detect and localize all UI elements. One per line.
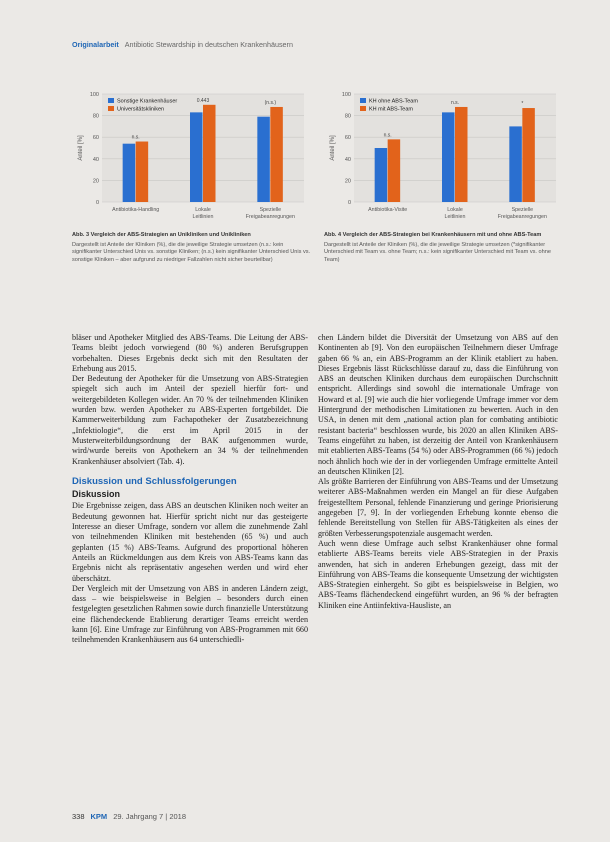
- paragraph: Auch wenn diese Umfrage auch selbst Krankenhäuser ohne formal etablierte ABS-Teams bereits viele ABS-Strategien in der Praxis anwenden, hat sich in anderen Erhebungen gezeigt, dass mit der Einführung von ABS-Teams die konsequente Umsetzung der wichtigsten ABS-Strategien einhergeht. So gibt es beispielsweise in Belgien, wo ABS-Teams flächendeckend eingeführt wurden, an 96 % der befragten Kliniken eine Antiinfektiva-Hausliste, an: [318, 538, 558, 610]
- running-header: [72, 40, 293, 49]
- bar: [270, 107, 283, 202]
- y-tick-label: 20: [344, 178, 351, 185]
- y-tick-label: 40: [92, 156, 99, 163]
- significance-label: *: [521, 101, 524, 108]
- x-tick-label: Lokale: [447, 207, 463, 213]
- journal-issue: 29. Jahrgang 7 | 2018: [113, 812, 187, 821]
- page-footer: [72, 812, 186, 821]
- y-tick-label: 60: [344, 135, 351, 142]
- significance-label: (n.s.): [264, 99, 277, 106]
- paragraph: Der Bedeutung der Apotheker für die Umsetzung von ABS-Strategien spiegelt sich auch im Anteil der speziell hierfür fort- und weitergebildeten Kollegen wider. An 70 % der teilnehmenden Kliniken wurden bzw. werden Apotheker zu ABS-Experten fortgebildet. Die Kammerweiterbildung zum Fachapotheker der Zusatzbezeichnung „Infektiologie“, die erst im April 2015 in der Musterweiterbildungsordnung der BAK aufgenommen wurde, wird/wurde bereits von Apothekern an 34 % der teilnehmenden Krankenhäuser absolviert (Tab. 4).: [72, 374, 308, 466]
- y-tick-label: 100: [341, 92, 351, 98]
- paragraph: Die Ergebnisse zeigen, dass ABS an deutschen Kliniken noch weiter an Bedeutung gewonnen hat. Hierfür spricht nicht nur das gesteigerte Interesse an dieser Umfrage, sondern vor allem die zunehmende Zahl von teilnehmenden Kliniken mit bestehenden (65 %) und auch geplanten (15 %) ABS-Teams. Aufgrund des proportional höheren Anteils an Rückmeldungen aus dem Kreis von ABS-Teams kann das Ergebnis nicht als repräsentativ angesehen werden und wird eher überschätzt.: [72, 501, 308, 583]
- legend-label: Sonstige Krankenhäuser: [117, 98, 178, 105]
- y-tick-label: 40: [344, 156, 351, 163]
- figure-3-text: Dargestellt ist Anteile der Kliniken (%), die die jeweilige Strategie umsetzen (n.s.: kein signifikanter Unterschied Unis vs. sonstige Kliniken; (n.s.) kein signifikanter Unterschied Unis vs. sonstige Kliniken – aber aufgrund zu niedriger Fallzahlen nicht sicher beurteilbar): [72, 241, 311, 263]
- significance-label: n.s.: [383, 132, 392, 139]
- x-tick-label: Leitlinien: [444, 214, 466, 220]
- bar: [388, 139, 401, 202]
- y-axis-label: Anteil [%]: [78, 135, 84, 161]
- bar-chart-1: [72, 86, 312, 226]
- figure-3-title: Abb. 3 Vergleich der ABS-Strategien an Unikliniken und Unikliniken: [72, 232, 251, 238]
- figure-3-caption: [72, 232, 312, 264]
- legend-swatch: [360, 98, 366, 103]
- figure-3-chart: [72, 86, 312, 226]
- journal-name: KPM: [90, 812, 108, 821]
- page-number: 338: [72, 812, 85, 821]
- figure-4-caption: [324, 232, 564, 264]
- paragraph: bläser und Apotheker Mitglied des ABS-Teams. Die Leitung der ABS-Teams bleibt jedoch vorwiegend (80 %) anderen Berufsgruppen vorbehalten. Dieses Ergebnis deckt sich mit den Resultaten der Erhebung aus 2015.: [72, 333, 308, 373]
- bar: [442, 112, 455, 202]
- x-tick-label: Antibiotika-Handling: [112, 207, 160, 213]
- bar: [522, 108, 535, 202]
- y-tick-label: 0: [95, 200, 99, 206]
- legend-label: KH mit ABS-Team: [369, 106, 414, 113]
- bar: [455, 107, 468, 202]
- subsection-heading: Diskussion: [72, 489, 121, 500]
- y-tick-label: 100: [89, 92, 99, 98]
- y-tick-label: 0: [347, 200, 351, 206]
- figure-4-text: Dargestellt ist Anteile der Kliniken (%), die die jeweilige Strategie umsetzen (*signifikanter Unterschied mit Team vs. ohne Team; n.s.: kein signifikanter Unterschied mit Team vs. ohne Team): [324, 241, 551, 263]
- significance-label: n.s.: [450, 99, 460, 106]
- bar: [123, 144, 136, 202]
- figure-4-chart: [324, 86, 564, 226]
- paragraph: Der Vergleich mit der Umsetzung von ABS in anderen Ländern zeigt, dass – wie beispielsweise in Belgien – besonders durch einen festgelegten gesetzlichen Rahmen sowie durch finanzielle Unterstützung eine flächendeckende Etablierung derartiger Teams erreicht werden kann [6]. Eine Umfrage zur Einführung von ABS-Programmen mit 660 teilnehmenden Krankenhäusern aus 64 unterschiedli-: [72, 583, 308, 645]
- header-section: Originalarbeit: [72, 40, 119, 49]
- x-tick-label: Lokale: [195, 207, 211, 213]
- legend-label: KH ohne ABS-Team: [369, 98, 418, 105]
- bar-chart-2: [324, 86, 564, 226]
- y-tick-label: 80: [92, 113, 99, 120]
- section-heading: Diskussion und Schlussfolgerungen: [72, 475, 237, 487]
- legend-label: Universitätskliniken: [117, 106, 165, 113]
- legend-swatch: [108, 98, 114, 103]
- bar: [509, 126, 522, 202]
- paragraph: Als größte Barrieren der Einführung von ABS-Teams und der Umsetzung weiterer ABS-Maßnahmen werden ein Mangel an für diese Aufgaben freigestelltem Personal, fehlende Finanzierung und geringe Priorisierung angegeben [7, 9]. In der vorliegenden Erhebung konnte ebenso die fehlende Bereitstellung von Stellen für ABS-Tätigkeiten als eines der größten Verbesserungspotenziale ausgemacht werden.: [318, 477, 558, 538]
- header-title: Antibiotic Stewardship in deutschen Krankenhäusern: [124, 40, 293, 49]
- y-tick-label: 60: [92, 135, 99, 142]
- y-axis-label: Anteil [%]: [330, 135, 336, 161]
- figure-4-title: Abb. 4 Vergleich der ABS-Strategien bei Krankenhäusern mit und ohne ABS-Team: [324, 232, 542, 238]
- bar: [375, 148, 388, 202]
- legend-swatch: [108, 106, 114, 111]
- bar: [203, 105, 216, 202]
- y-tick-label: 80: [344, 113, 351, 120]
- legend-swatch: [360, 106, 366, 111]
- right-column: [318, 333, 558, 611]
- x-tick-label: Leitlinien: [192, 214, 214, 220]
- bar: [190, 112, 203, 202]
- x-tick-label: Spezielle: [259, 207, 282, 213]
- significance-label: n.s.: [131, 134, 140, 141]
- x-tick-label: Freigabeanregungen: [245, 214, 295, 220]
- x-tick-label: Spezielle: [511, 207, 534, 213]
- left-column: [72, 333, 308, 646]
- paragraph: chen Ländern bildet die Diversität der Umsetzung von ABS auf den Kontinenten ab [9]. Von den europäischen Teilnehmern dieser Umfrage gaben 66 % an, ein ABS-Programm an der Klinik etabliert zu haben. Dieses Ergebnis lässt Rückschlüsse darauf zu, dass die Einführung von ABS an deutschen Kliniken durchaus dem europäischen Durchschnitt entspricht. Allerdings sind sowohl die internationale Umfrage von Howard et al. [9] wie auch die hier vorliegende Umfrage immer vor dem Hintergrund der methodischen Limitationen zu bewerten. Auch in den USA, in denen mit dem „national action plan for combating antibiotic resistant bacteria“ beschlossen wurde, bis 2020 an allen Kliniken ABS-Teams eingeführt zu haben, ist derzeitig der Anteil von Krankenhäusern mit etablierten ABS-Teams (54 %) oder ABS-Programmen (66 %) jedoch noch ähnlich hoch wie der in der vorliegenden Umfrage ermittelte Anteil an deutschen Kliniken [2].: [318, 333, 558, 476]
- bar: [136, 142, 149, 202]
- x-tick-label: Antibiotika-Visite: [368, 207, 408, 213]
- y-tick-label: 20: [92, 178, 99, 185]
- x-tick-label: Freigabeanregungen: [497, 214, 547, 220]
- significance-label: 0.443: [196, 97, 210, 104]
- bar: [257, 117, 270, 202]
